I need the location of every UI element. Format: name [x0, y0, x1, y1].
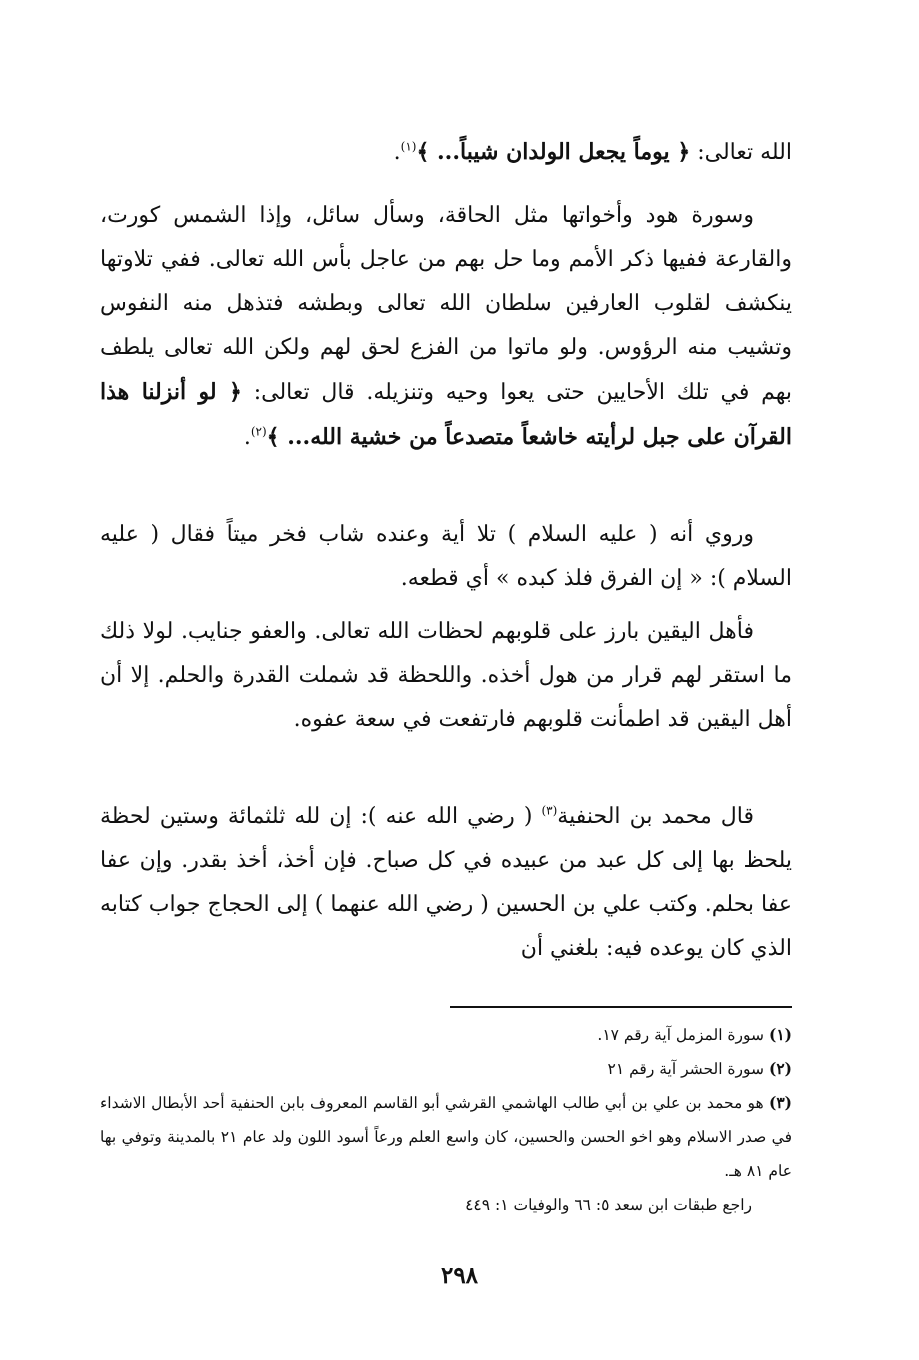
paragraph-ibn-hanafiyya: [100, 795, 792, 971]
paragraph-text: قال محمد بن الحنفية: [557, 804, 754, 829]
paragraph-text: وروي أنه ( عليه السلام ) تلا أية وعنده شاب فخر ميتاً فقال ( عليه السلام ): « إن الفرق فلذ كبده » أي قطعه.: [100, 522, 792, 591]
paragraph-text: فأهل اليقين بارز على قلوبهم لحظات الله تعالى. والعفو جنايب. لولا ذلك ما استقر لهم قرار من هول أخذه. واللحظة قد شملت القدرة والحلم. إلا أن أهل اليقين قد اطمأنت قلوبهم فارتفعت في سعة عفوه.: [100, 619, 792, 732]
paragraph-surahs: [100, 194, 792, 460]
footnote-3: [100, 1086, 792, 1188]
footnote-text: سورة المزمل آية رقم ١٧.: [597, 1026, 765, 1044]
quran-open-brace: ﴿: [677, 139, 691, 165]
footnote-1: [100, 1018, 792, 1052]
footnote-2: [100, 1052, 792, 1086]
verse-end: .: [243, 425, 251, 450]
footnote-ref-3: (٣): [541, 803, 558, 818]
quran-open-brace: ﴿: [229, 379, 242, 405]
quran-verse: لو أنزلنا هذا القرآن على جبل لرأيته خاشعاً متصدعاً من خشية الله...: [100, 379, 792, 450]
footnote-source: راجع طبقات ابن سعد ٥: ٦٦ والوفيات ١: ٤٤٩: [465, 1196, 752, 1214]
paragraph-text-cont: ( رضي الله عنه ): إن لله ثلثمائة وستين لحظة يلحظ بها إلى كل عبد من عبيده في كل صباح. فإن أخذ، أخذ بقدر. وإن عفا عفا بحلم. وكتب علي بن الحسين ( رضي الله عنهما ) إلى الحجاج جواب كتابه الذي كان يوعده فيه: بلغني أن: [100, 804, 792, 961]
footnote-number: (٣): [768, 1093, 792, 1112]
footnote-ref-1: (١): [400, 139, 417, 154]
footnote-text: هو محمد بن علي بن أبي طالب الهاشمي القرشي أبو القاسم المعروف بابن الحنفية أحد الأبطال الاشداء في صدر الاسلام وهو اخو الحسن والحسين، كان واسع العلم ورعاً أسود اللون ولد عام ٢١ بالمدينة وتوفي بها عام ٨١ هـ.: [100, 1094, 792, 1180]
paragraph-certainty: [100, 610, 792, 742]
footnote-ref-2: (٢): [250, 424, 267, 439]
footnotes: [100, 1018, 792, 1222]
page-number: ٢٩٨: [440, 1262, 479, 1289]
footnote-number: (١): [768, 1025, 792, 1044]
quran-close-brace: ﴾: [266, 424, 280, 450]
footnote-divider: [450, 1006, 792, 1008]
quran-close-brace: ﴾: [416, 139, 430, 165]
footnote-number: (٢): [768, 1059, 792, 1078]
verse-intro: الله تعالى:: [690, 140, 792, 165]
verse-end: .: [393, 140, 401, 165]
paragraph-verse-1: [100, 130, 792, 175]
footnote-text: سورة الحشر آية رقم ٢١: [607, 1060, 765, 1078]
paragraph-narration: [100, 513, 792, 601]
quran-verse: يوماً يجعل الولدان شيباً...: [429, 139, 678, 165]
paragraph-text: وسورة هود وأخواتها مثل الحاقة، وسأل سائل، وإذا الشمس كورت، والقارعة ففيها ذكر الأمم وما حل بهم من عاجل بأس الله تعالى. ففي تلاوتها ينكشف لقلوب العارفين سلطان الله تعالى وبطشه فتذهل منه النفوس وتشيب منه الرؤوس. ولو ماتوا من الفزع لحق لهم ولكن الله تعالى يلطف بهم في تلك الأحايين حتى يعوا وحيه وتنزيله. قال تعالى:: [100, 203, 792, 405]
